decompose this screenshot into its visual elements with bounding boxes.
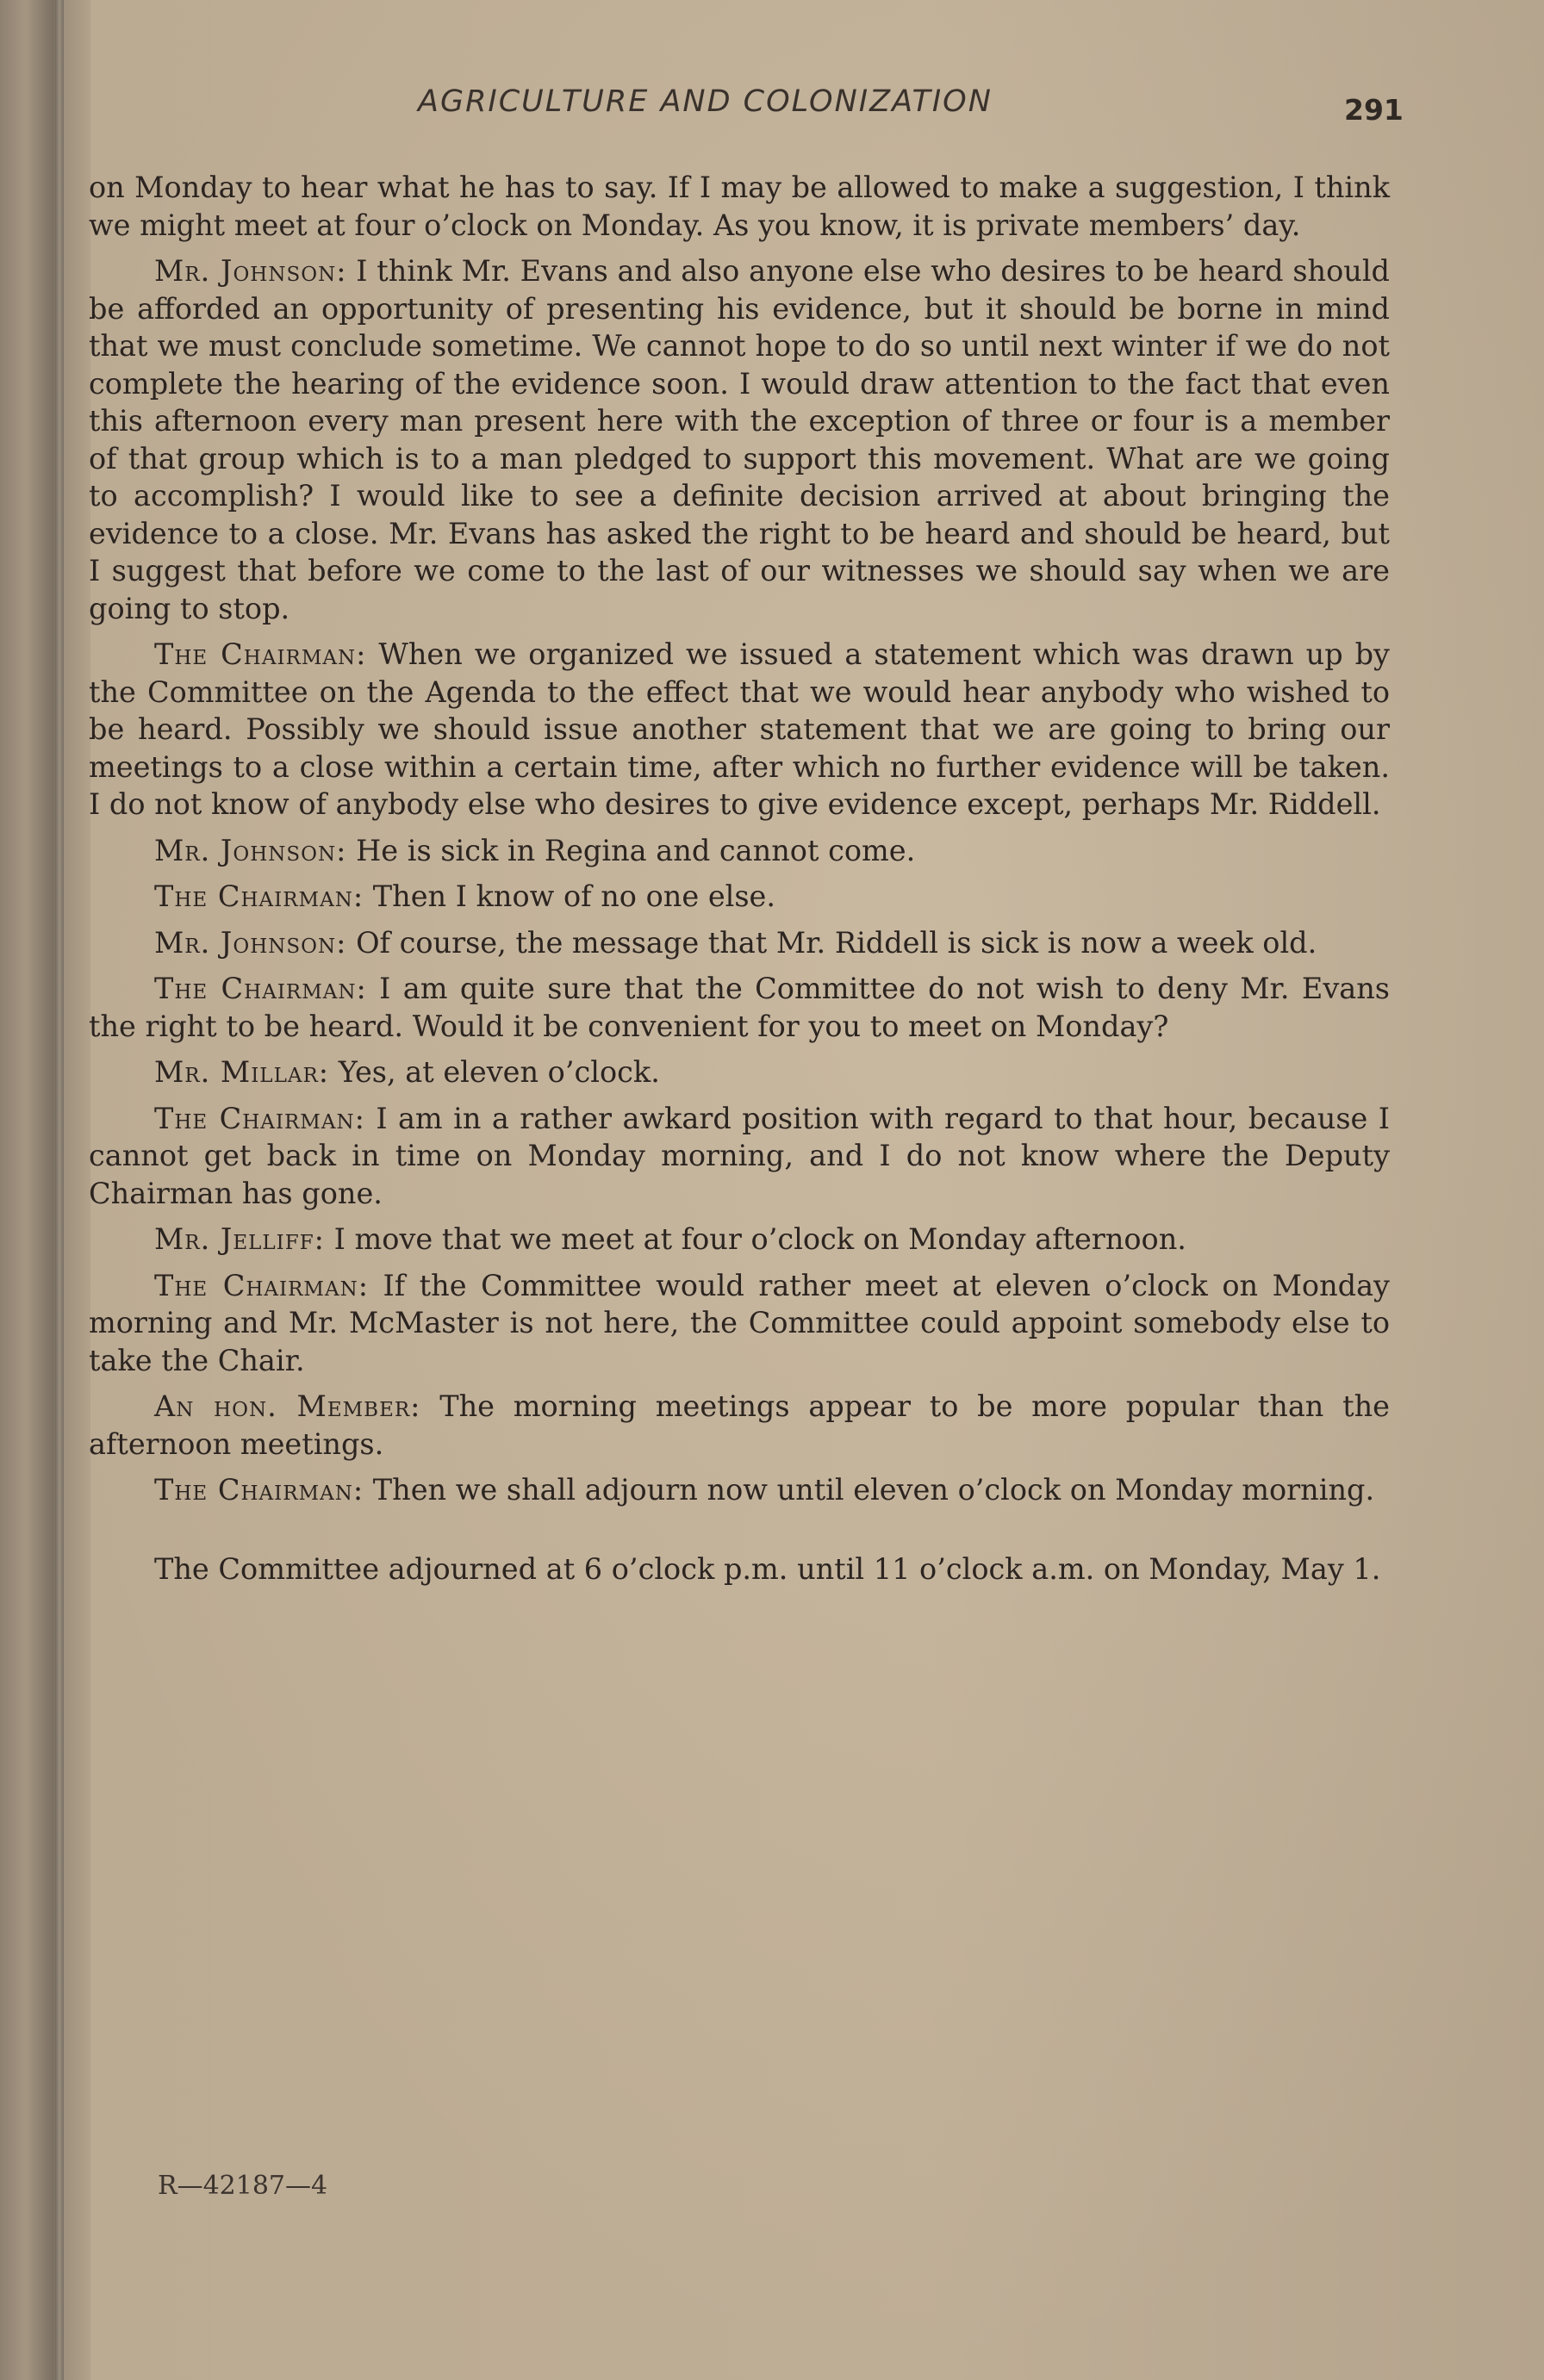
paragraph-text: Then we shall adjourn now until eleven o’clock on Monday morning.: [372, 1473, 1375, 1507]
binding-gutter: [0, 0, 90, 2380]
paragraph: [89, 1221, 1390, 1258]
paragraph: [89, 1267, 1390, 1380]
speaker-name: The Chairman:: [154, 1101, 365, 1135]
paragraph: [89, 832, 1390, 870]
paragraph: [89, 878, 1390, 916]
spine-shadow: [55, 0, 64, 2380]
speaker-name: The Chairman:: [154, 879, 364, 913]
paragraph: [89, 1100, 1390, 1213]
speaker-name: Mr. Johnson:: [154, 254, 347, 288]
paragraph: [89, 636, 1390, 823]
page-number: 291: [1344, 93, 1404, 127]
paragraph-text: The Committee adjourned at 6 o’clock p.m. until 11 o’clock a.m. on Monday, May 1.: [154, 1551, 1381, 1586]
speaker-name: The Chairman:: [154, 972, 367, 1005]
body-text: [89, 169, 1390, 1596]
paragraph-text: I am quite sure that the Committee do not wish to deny Mr. Evans the right to be heard. Would it be convenient for you to meet on Monday?: [89, 972, 1390, 1043]
paragraph: [89, 1471, 1390, 1509]
paragraph-text: on Monday to hear what he has to say. If I may be allowed to make a suggestion, I think we might meet at four o’clock on Monday. As you know, it is private members’ day.: [89, 171, 1390, 242]
paragraph: [89, 924, 1390, 962]
running-head-title: AGRICULTURE AND COLONIZATION: [418, 84, 993, 119]
paragraph-text: Of course, the message that Mr. Riddell is sick is now a week old.: [356, 925, 1317, 960]
speaker-name: Mr. Millar:: [154, 1055, 330, 1089]
speaker-name: The Chairman:: [154, 1473, 364, 1507]
adjournment-note: [89, 1550, 1390, 1588]
paragraph: [89, 1388, 1390, 1463]
paragraph: [89, 1053, 1390, 1091]
paragraph: [89, 252, 1390, 627]
speaker-name: An hon. Member:: [154, 1389, 421, 1423]
speaker-name: Mr. Jelliff:: [154, 1222, 325, 1256]
paragraph-text: When we organized we issued a statement which was drawn up by the Committee on the Agenda to the effect that we would hear anybody who wished to be heard. Possibly we should issue another statement that we are going to bring our meetings to a close within a certain time, after which no further evidence will be taken. I do not know of anybody else who desires to give evidence except, perhaps Mr. Riddell.: [89, 637, 1390, 821]
paragraph-text: Yes, at eleven o’clock.: [338, 1055, 660, 1089]
paragraph-text: Then I know of no one else.: [372, 879, 776, 913]
paragraph-text: If the Committee would rather meet at eleven o’clock on Monday morning and Mr. McMaster is not here, the Committee could appoint somebody else to take the Chair.: [89, 1268, 1390, 1377]
speaker-name: The Chairman:: [154, 637, 367, 671]
paragraph-text: I am in a rather awkard position with regard to that hour, because I cannot get back in time on Monday morning, and I do not know where the Deputy Chairman has gone.: [89, 1101, 1390, 1210]
speaker-name: Mr. Johnson:: [154, 925, 347, 960]
paragraph-text: He is sick in Regina and cannot come.: [356, 833, 916, 867]
paragraph-text: I move that we meet at four o’clock on Monday afternoon.: [333, 1222, 1186, 1256]
paragraph-text: The morning meetings appear to be more popular than the afternoon meetings.: [89, 1389, 1390, 1461]
paragraph-text: I think Mr. Evans and also anyone else who desires to be heard should be afforded an opportunity of presenting his evidence, but it should be borne in mind that we must conclude sometime. We cannot hope to do so until next winter if we do not complete the hearing of the evidence soon. I would draw attention to the fact that even this afternoon every man present here with the exception of three or four is a member of that group which is to a man pledged to support this movement. What are we going to accomplish? I would like to see a definite decision arrived at about bringing the evidence to a close. Mr. Evans has asked the right to be heard and should be heard, but I suggest that before we come to the last of our witnesses we should say when we are going to stop.: [89, 254, 1390, 625]
paragraph: [89, 169, 1390, 244]
printer-code: R—42187—4: [158, 2171, 328, 2201]
running-head: [0, 84, 1544, 127]
paragraph: [89, 970, 1390, 1045]
speaker-name: The Chairman:: [154, 1268, 369, 1302]
speaker-name: Mr. Johnson:: [154, 833, 347, 867]
